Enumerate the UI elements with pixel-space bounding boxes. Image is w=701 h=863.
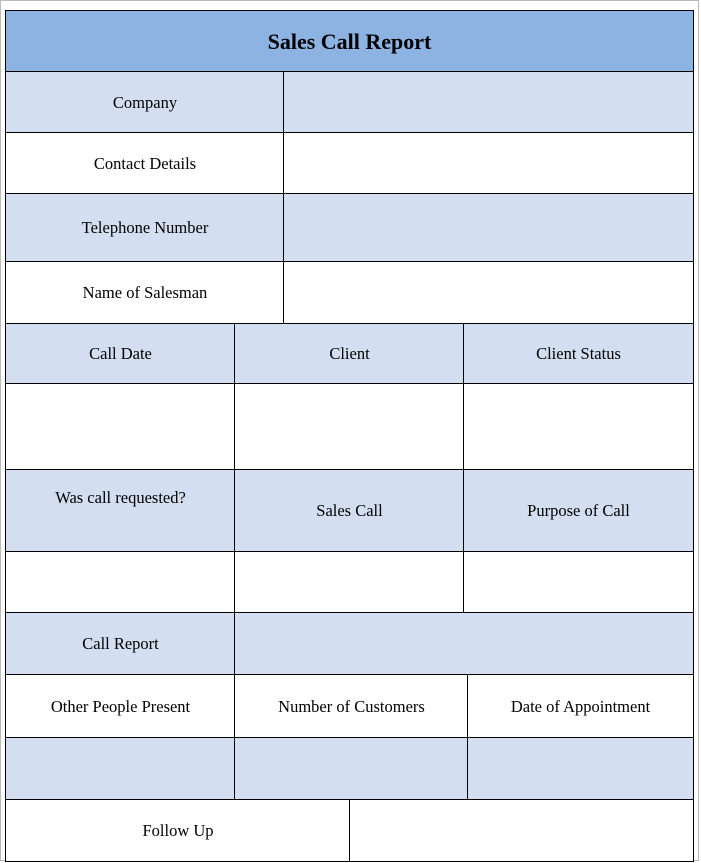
col-divider	[349, 799, 350, 862]
telephone-label: Telephone Number	[6, 194, 284, 262]
client-field[interactable]	[235, 384, 464, 470]
client-status-field[interactable]	[464, 384, 693, 470]
call-requested-label: Was call requested?	[6, 470, 235, 552]
client-status-label: Client Status	[464, 324, 693, 384]
row-divider	[5, 737, 694, 738]
num-customers-field[interactable]	[235, 738, 468, 800]
other-people-label: Other People Present	[6, 675, 235, 738]
col-divider	[234, 323, 235, 800]
border-left	[5, 10, 6, 862]
date-appointment-label: Date of Appointment	[468, 675, 693, 738]
purpose-label: Purpose of Call	[464, 470, 693, 552]
contact-details-label: Contact Details	[6, 133, 284, 194]
other-people-field[interactable]	[6, 738, 235, 800]
call-date-label: Call Date	[6, 324, 235, 384]
border-top	[5, 10, 694, 11]
purpose-field[interactable]	[464, 552, 693, 613]
salesman-label: Name of Salesman	[6, 262, 284, 324]
salesman-field[interactable]	[284, 262, 693, 324]
call-report-field[interactable]	[235, 613, 693, 675]
row-divider	[5, 71, 694, 72]
follow-up-field[interactable]	[350, 800, 693, 861]
telephone-field[interactable]	[284, 194, 693, 262]
call-requested-field[interactable]	[6, 552, 235, 613]
row-divider	[5, 132, 694, 133]
col-divider	[467, 674, 468, 800]
call-report-label: Call Report	[6, 613, 235, 675]
row-divider	[5, 551, 694, 552]
follow-up-label: Follow Up	[6, 800, 350, 861]
row-divider	[5, 261, 694, 262]
col-divider	[283, 71, 284, 324]
form-title: Sales Call Report	[6, 11, 693, 72]
company-field[interactable]	[284, 72, 693, 133]
contact-details-field[interactable]	[284, 133, 693, 194]
sales-call-field[interactable]	[235, 552, 464, 613]
date-appointment-field[interactable]	[468, 738, 693, 800]
row-divider	[5, 469, 694, 470]
border-right	[693, 10, 694, 862]
col-divider	[463, 323, 464, 613]
sales-call-label: Sales Call	[235, 470, 464, 552]
row-divider	[5, 674, 694, 675]
row-divider	[5, 612, 694, 613]
company-label: Company	[6, 72, 284, 133]
row-divider	[5, 383, 694, 384]
row-divider	[5, 323, 694, 324]
row-divider	[5, 193, 694, 194]
client-label: Client	[235, 324, 464, 384]
call-date-field[interactable]	[6, 384, 235, 470]
num-customers-label: Number of Customers	[235, 675, 468, 738]
